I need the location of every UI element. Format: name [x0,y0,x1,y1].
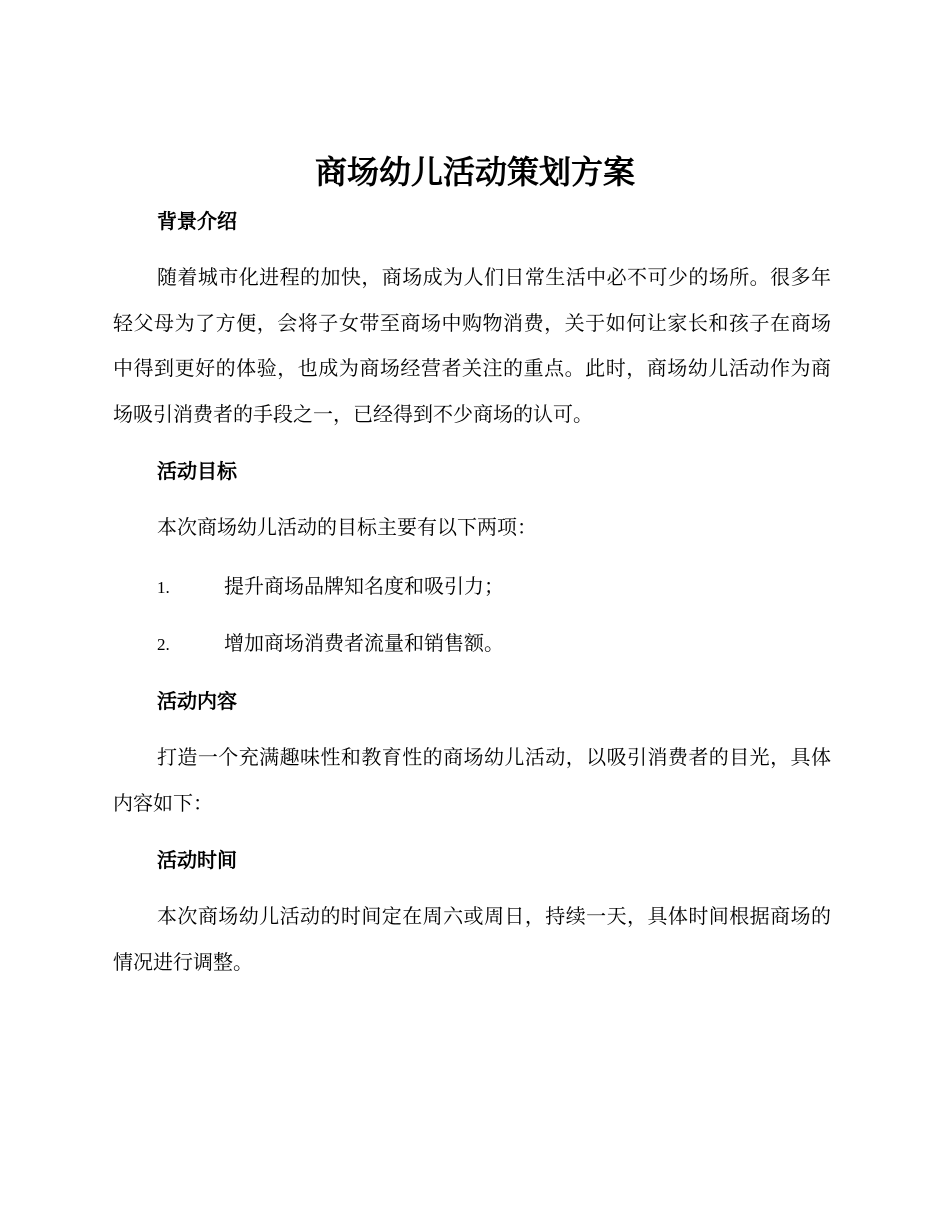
list-item-number: 2. [157,635,170,654]
list-item [157,572,504,602]
section-heading-background: 背景介绍 [157,209,237,233]
paragraph-content: 打造一个充满趣味性和教育性的商场幼儿活动，以吸引消费者的目光，具体内容如下： [113,745,831,815]
paragraph-time: 本次商场幼儿活动的时间定在周六或周日，持续一天，具体时间根据商场的情况进行调整。 [113,904,831,974]
page-title: 商场幼儿活动策划方案 [314,153,635,191]
section-heading-time: 活动时间 [157,848,237,872]
list-item-text: 提升商场品牌知名度和吸引力； [224,574,504,598]
list-item-number: 1. [157,578,170,597]
section-heading-goals: 活动目标 [157,459,237,483]
list-item-text: 增加商场消费者流量和销售额。 [224,631,504,655]
paragraph-goals-intro: 本次商场幼儿活动的目标主要有以下两项： [157,515,537,539]
list-item [157,629,504,659]
section-heading-content: 活动内容 [157,689,237,713]
paragraph-background: 随着城市化进程的加快，商场成为人们日常生活中必不可少的场所。很多年轻父母为了方便，会将子女带至商场中购物消费，关于如何让家长和孩子在商场中得到更好的体验，也成为商场经营者关注的重点。此时，商场幼儿活动作为商场吸引消费者的手段之一，已经得到不少商场的认可。 [113,265,831,426]
